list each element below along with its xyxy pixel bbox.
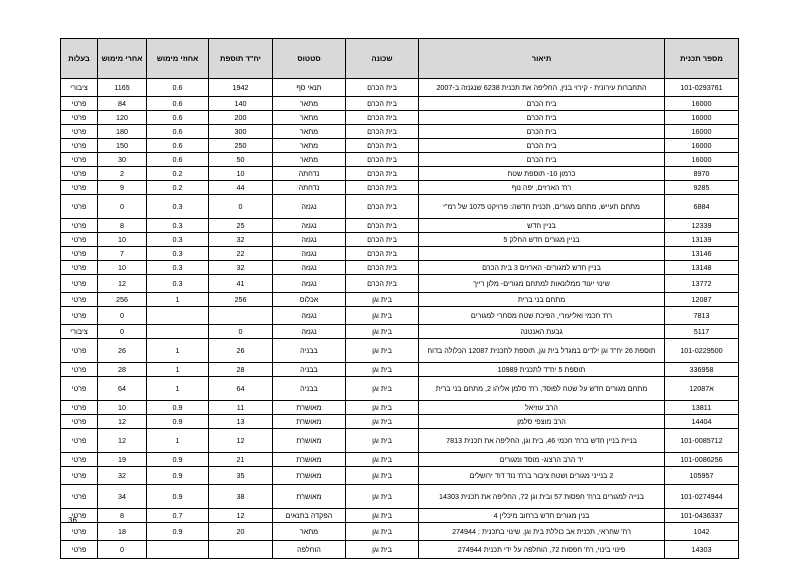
cell-after-realization: 2 [98,167,147,181]
cell-neighborhood: בית הכרם [346,233,419,247]
cell-plan-number: 16000 [665,139,739,153]
cell-added-units: 10 [209,167,273,181]
column-header-description: תיאור [419,39,665,79]
table-row [61,181,739,195]
cell-plan-number: 336958 [665,363,739,377]
cell-realization-pct: 0.2 [147,181,209,195]
cell-status: נגנזה [273,261,346,275]
cell-added-units: 140 [209,97,273,111]
cell-plan-number: 101-0274944 [665,485,739,509]
cell-added-units [209,307,273,325]
cell-added-units: 50 [209,153,273,167]
table-row [61,97,739,111]
cell-realization-pct [147,307,209,325]
column-header-plan-number: מספר תכנית [665,39,739,79]
cell-description: גבעת האנטנה [419,325,665,339]
cell-status: מאושרת [273,401,346,415]
cell-after-realization: 28 [98,363,147,377]
cell-neighborhood: בית וגן [346,415,419,429]
cell-neighborhood: בית הכרם [346,167,419,181]
cell-ownership: פרטי [61,153,98,167]
cell-plan-number: 9285 [665,181,739,195]
cell-added-units: 22 [209,247,273,261]
cell-added-units: 25 [209,219,273,233]
cell-plan-number: 12087 [665,293,739,307]
table-row [61,401,739,415]
cell-neighborhood: בית הכרם [346,261,419,275]
cell-status: נגנזה [273,195,346,219]
cell-neighborhood: בית וגן [346,293,419,307]
cell-ownership: פרטי [61,453,98,467]
cell-realization-pct: 0.9 [147,401,209,415]
cell-realization-pct: 0.3 [147,233,209,247]
cell-after-realization: 0 [98,307,147,325]
cell-plan-number: 13139 [665,233,739,247]
cell-ownership: פרטי [61,167,98,181]
cell-after-realization: 26 [98,339,147,363]
cell-plan-number: 16000 [665,153,739,167]
cell-neighborhood: בית הכרם [346,79,419,97]
cell-ownership: פרטי [61,97,98,111]
cell-ownership: פרטי [61,339,98,363]
cell-realization-pct: 0.9 [147,453,209,467]
cell-status: תנאי סף [273,79,346,97]
cell-description: בניין חדש למגורים- הארזים 3 בית הכרם [419,261,665,275]
cell-ownership: ציבורי [61,325,98,339]
cell-plan-number: 101-0229500 [665,339,739,363]
table-row [61,523,739,541]
cell-ownership: פרטי [61,541,98,559]
cell-neighborhood: בית הכרם [346,125,419,139]
cell-added-units: 0 [209,195,273,219]
cell-description: כרמון 10- תוספת שטח [419,167,665,181]
cell-added-units: 12 [209,429,273,453]
cell-added-units: 200 [209,111,273,125]
cell-added-units: 12 [209,509,273,523]
cell-ownership: פרטי [61,261,98,275]
table-row [61,195,739,219]
table-row [61,429,739,453]
table-row [61,219,739,233]
cell-realization-pct [147,325,209,339]
cell-added-units: 20 [209,523,273,541]
table-row [61,125,739,139]
cell-realization-pct: 0.9 [147,485,209,509]
cell-description: יד הרב הרצוג- מוסד ומגורים [419,453,665,467]
cell-after-realization: 12 [98,429,147,453]
cell-realization-pct: 1 [147,339,209,363]
cell-description: בנייה למגורים ברח' חפסות 57 ובית וגן 72, החליפה את תכנית 14303 [419,485,665,509]
cell-status: נגנזה [273,219,346,233]
cell-status: מאושרת [273,467,346,485]
cell-ownership: פרטי [61,111,98,125]
cell-ownership: פרטי [61,247,98,261]
cell-ownership: פרטי [61,307,98,325]
table-row [61,167,739,181]
cell-after-realization: 150 [98,139,147,153]
cell-status: נדחתה [273,181,346,195]
cell-after-realization: 32 [98,467,147,485]
cell-after-realization: 12 [98,415,147,429]
cell-added-units: 44 [209,181,273,195]
cell-plan-number: 101-0086256 [665,453,739,467]
cell-description: פינוי בינוי, רח' חפסות 72, הוחלפה על ידי תכנית 274944 [419,541,665,559]
cell-plan-number: 105957 [665,467,739,485]
cell-status: נגנזה [273,233,346,247]
cell-after-realization: 9 [98,181,147,195]
cell-description: מתחם בני ברית [419,293,665,307]
table-row [61,485,739,509]
cell-realization-pct: 0.3 [147,261,209,275]
cell-ownership: פרטי [61,415,98,429]
cell-plan-number: 13148 [665,261,739,275]
cell-realization-pct: 1 [147,429,209,453]
cell-realization-pct: 1 [147,377,209,401]
column-header-realization-pct: אחוזי מימוש [147,39,209,79]
cell-neighborhood: בית הכרם [346,247,419,261]
cell-status: מאושרת [273,485,346,509]
cell-after-realization: 30 [98,153,147,167]
cell-neighborhood: בית וגן [346,307,419,325]
cell-added-units: 300 [209,125,273,139]
cell-description: הרב מוצפי סלמן [419,415,665,429]
cell-added-units: 41 [209,275,273,293]
table-header [61,39,739,79]
cell-status: בבניה [273,339,346,363]
cell-neighborhood: בית הכרם [346,181,419,195]
cell-plan-number: 16000 [665,97,739,111]
cell-realization-pct: 0.9 [147,415,209,429]
cell-plan-number: 6884 [665,195,739,219]
cell-realization-pct: 1 [147,363,209,377]
cell-description: שינוי יעוד ממלונאות למתחם מגורים- מלון רייך [419,275,665,293]
cell-ownership: פרטי [61,139,98,153]
cell-after-realization: 8 [98,509,147,523]
cell-description: תוספת 26 יח"ד וגן ילדים במגדל בית וגן, תוספת לתכנית 12087 הכלולה בדוח [419,339,665,363]
cell-plan-number: 14303 [665,541,739,559]
cell-added-units: 256 [209,293,273,307]
table-row [61,275,739,293]
cell-description: בית הכרם [419,139,665,153]
cell-added-units: 32 [209,233,273,247]
cell-plan-number: 16000 [665,125,739,139]
cell-neighborhood: בית וגן [346,363,419,377]
cell-neighborhood: בית וגן [346,485,419,509]
cell-description: התחברות עירונית - קירוי בנין, החליפה את תכנית 6238 שנגנזה ב-2007 [419,79,665,97]
table-row [61,453,739,467]
cell-after-realization: 0 [98,195,147,219]
cell-after-realization: 180 [98,125,147,139]
cell-neighborhood: בית וגן [346,325,419,339]
cell-plan-number: 13146 [665,247,739,261]
column-header-after-realization: אחרי מימוש [98,39,147,79]
cell-ownership: פרטי [61,467,98,485]
cell-after-realization: 12 [98,275,147,293]
cell-description: בניין חדש [419,219,665,233]
cell-plan-number: 13811 [665,401,739,415]
cell-description: רח' הארזים, יפה נוף [419,181,665,195]
table-row [61,111,739,125]
table-body [61,79,739,559]
cell-description: מתחם מגורים חדש על שטח לפוסד, רח' סלמן אליהו 2, מתחם בני ברית [419,377,665,401]
cell-description: בית הכרם [419,125,665,139]
cell-status: מתאר [273,153,346,167]
cell-status: מאושרת [273,415,346,429]
cell-description: בית הכרם [419,111,665,125]
table-row [61,509,739,523]
cell-added-units: 35 [209,467,273,485]
cell-added-units: 32 [209,261,273,275]
cell-status: נגנזה [273,307,346,325]
cell-neighborhood: בית הכרם [346,275,419,293]
cell-after-realization: 34 [98,485,147,509]
page-number: 36 [68,516,77,525]
cell-realization-pct: 0.9 [147,467,209,485]
cell-neighborhood: בית וגן [346,401,419,415]
column-header-ownership: בעלות [61,39,98,79]
cell-description: רח' חכמי ואליעזרי, הפיכת שטח מסחרי למגורים [419,307,665,325]
cell-realization-pct: 0.6 [147,139,209,153]
cell-after-realization: 19 [98,453,147,467]
cell-description: מתחם תעייש, מתחם מגורים, תכנית חדשה: פרויקט 1075 של רמ"י [419,195,665,219]
cell-ownership: פרטי [61,377,98,401]
cell-status: מתאר [273,97,346,111]
plan-table-container [61,38,739,559]
cell-after-realization: 7 [98,247,147,261]
cell-description: הרב עוזיאל [419,401,665,415]
cell-realization-pct: 0.6 [147,153,209,167]
cell-status: נדחתה [273,167,346,181]
cell-realization-pct: 0.6 [147,79,209,97]
cell-status: הפקדה בתנאים [273,509,346,523]
cell-after-realization: 8 [98,219,147,233]
cell-status: נגנזה [273,325,346,339]
table-row [61,79,739,97]
cell-after-realization: 10 [98,233,147,247]
cell-after-realization: 84 [98,97,147,111]
cell-description: בית הכרם [419,97,665,111]
cell-added-units: 28 [209,363,273,377]
cell-neighborhood: בית הכרם [346,97,419,111]
cell-status: בבניה [273,377,346,401]
table-row [61,541,739,559]
cell-status: אכלוס [273,293,346,307]
cell-added-units: 26 [209,339,273,363]
cell-neighborhood: בית וגן [346,339,419,363]
cell-neighborhood: בית וגן [346,377,419,401]
cell-status: מתאר [273,523,346,541]
cell-after-realization: 0 [98,541,147,559]
cell-neighborhood: בית הכרם [346,139,419,153]
cell-neighborhood: בית וגן [346,429,419,453]
cell-realization-pct: 0.3 [147,195,209,219]
cell-description: בניין מגורים חדש החלק 5 [419,233,665,247]
cell-after-realization: 1165 [98,79,147,97]
cell-status: מתאר [273,125,346,139]
table-row [61,139,739,153]
cell-added-units: 64 [209,377,273,401]
cell-ownership: פרטי [61,363,98,377]
cell-ownership: פרטי [61,233,98,247]
cell-ownership: פרטי [61,485,98,509]
cell-plan-number: 8970 [665,167,739,181]
cell-realization-pct: 0.2 [147,167,209,181]
column-header-neighborhood: שכונה [346,39,419,79]
cell-added-units [209,541,273,559]
cell-neighborhood: בית וגן [346,467,419,485]
cell-neighborhood: בית וגן [346,453,419,467]
cell-description: 2 בנייני מגורים ושטח ציבור ברח' נוד דוד ירושלים [419,467,665,485]
cell-plan-number: 16000 [665,111,739,125]
cell-realization-pct: 0.3 [147,219,209,233]
table-row [61,415,739,429]
cell-after-realization: 18 [98,523,147,541]
cell-ownership: פרטי [61,429,98,453]
table-row [61,377,739,401]
cell-after-realization: 10 [98,401,147,415]
cell-realization-pct: 0.9 [147,523,209,541]
table-row [61,339,739,363]
cell-description: בנין מגורים חדש ברחוב מיכלין 4 [419,509,665,523]
cell-neighborhood: בית הכרם [346,195,419,219]
cell-neighborhood: בית וגן [346,523,419,541]
cell-ownership: פרטי [61,275,98,293]
cell-status: בבניה [273,363,346,377]
cell-plan-number: 1042 [665,523,739,541]
table-row [61,247,739,261]
cell-realization-pct [147,541,209,559]
cell-description: בית הכרם [419,153,665,167]
cell-added-units: 0 [209,325,273,339]
cell-neighborhood: בית הכרם [346,111,419,125]
cell-after-realization: 10 [98,261,147,275]
cell-description: רח' שחראי, תכנית אב כוללת בית וגן. שינוי בתכנית : 274944 [419,523,665,541]
cell-ownership: פרטי [61,401,98,415]
cell-realization-pct: 0.7 [147,509,209,523]
cell-status: מאושרת [273,453,346,467]
cell-realization-pct: 1 [147,293,209,307]
cell-status: הוחלפה [273,541,346,559]
cell-ownership: ציבורי [61,79,98,97]
cell-after-realization: 0 [98,325,147,339]
cell-neighborhood: בית וגן [346,509,419,523]
cell-plan-number: 5117 [665,325,739,339]
cell-status: נגנזה [273,275,346,293]
cell-realization-pct: 0.6 [147,125,209,139]
cell-ownership: פרטי [61,219,98,233]
cell-realization-pct: 0.3 [147,275,209,293]
cell-plan-number: 101-0085712 [665,429,739,453]
cell-ownership: פרטי [61,293,98,307]
cell-plan-number: 14404 [665,415,739,429]
cell-ownership: פרטי [61,125,98,139]
cell-plan-number: 101-0293761 [665,79,739,97]
cell-plan-number: 7813 [665,307,739,325]
column-header-added-units: יח"ד תוספת [209,39,273,79]
table-row [61,467,739,485]
cell-plan-number: 13772 [665,275,739,293]
cell-description [419,247,665,261]
cell-added-units: 1942 [209,79,273,97]
cell-added-units: 250 [209,139,273,153]
cell-after-realization: 256 [98,293,147,307]
cell-status: מתאר [273,111,346,125]
cell-added-units: 38 [209,485,273,509]
cell-ownership: פרטי [61,523,98,541]
cell-realization-pct: 0.3 [147,247,209,261]
cell-description: תוספת 5 יח"ד לתכנית 10989 [419,363,665,377]
cell-neighborhood: בית הכרם [346,219,419,233]
table-row [61,233,739,247]
cell-neighborhood: בית וגן [346,541,419,559]
column-header-status: סטטוס [273,39,346,79]
cell-neighborhood: בית הכרם [346,153,419,167]
cell-added-units: 21 [209,453,273,467]
cell-realization-pct: 0.6 [147,111,209,125]
cell-after-realization: 120 [98,111,147,125]
cell-ownership: פרטי [61,509,98,523]
cell-realization-pct: 0.6 [147,97,209,111]
plan-table [60,38,739,559]
table-row [61,153,739,167]
cell-status: מתאר [273,139,346,153]
table-row [61,293,739,307]
cell-plan-number: א12087 [665,377,739,401]
cell-added-units: 13 [209,415,273,429]
cell-plan-number: 12339 [665,219,739,233]
table-row [61,261,739,275]
cell-ownership: פרטי [61,195,98,219]
cell-added-units: 11 [209,401,273,415]
cell-status: נגנזה [273,247,346,261]
table-header-row [61,39,739,79]
cell-plan-number: 101-0436337 [665,509,739,523]
cell-description: בניית בניין חדש ברח' חכמי 46, בית וגן, החליפה את תכנית 7813 [419,429,665,453]
table-row [61,325,739,339]
cell-status: מאושרת [273,429,346,453]
table-row [61,363,739,377]
cell-ownership: פרטי [61,181,98,195]
table-row [61,307,739,325]
cell-after-realization: 64 [98,377,147,401]
